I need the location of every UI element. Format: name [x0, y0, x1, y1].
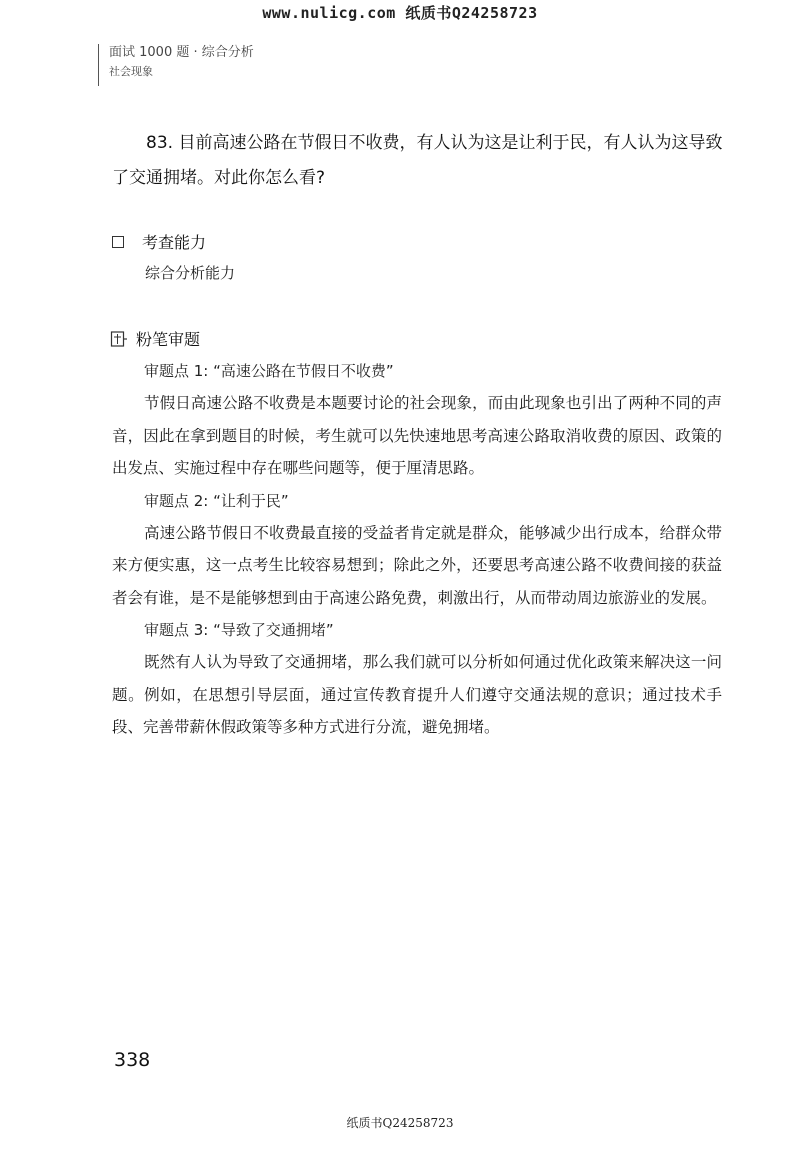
ability-heading — [112, 230, 206, 253]
analysis-heading — [110, 327, 200, 350]
square-bullet-icon — [112, 236, 124, 248]
analysis-point-label: 审题点 2: “让利于民” — [144, 491, 289, 510]
chapter-title: 社会现象 — [109, 65, 153, 78]
running-head — [98, 44, 254, 86]
bottom-watermark: 纸质书Q24258723 — [346, 1116, 454, 1130]
analysis-body — [112, 355, 722, 744]
analysis-point-label: 审题点 1: “高速公路在节假日不收费” — [144, 362, 394, 380]
ability-content: 综合分析能力 — [145, 264, 236, 282]
analysis-point-label: 审题点 3: “导致了交通拥堵” — [144, 621, 334, 639]
analysis-paragraph: 高速公路节假日不收费最直接的受益者肯定就是群众，能够减少出行成本，给群众带来方便实惠，这一点考生比较容易想到；除此之外，还要思考高速公路不收费间接的获益者会有谁，是不是能够想到由于高速公路免费，刺激出行，从而带动周边旅游业的发展。 — [112, 523, 722, 607]
analysis-paragraph: 节假日高速公路不收费是本题要讨论的社会现象，而由此现象也引出了两种不同的声音，因此在拿到题目的时候，考生就可以先快速地思考高速公路取消收费的原因、政策的出发点、实施过程中存在哪些问题等，便于厘清思路。 — [112, 394, 722, 477]
page-number: 338 — [114, 1049, 151, 1071]
top-watermark: www.nulicg.com 纸质书Q24258723 — [262, 4, 538, 22]
pen-grid-icon — [110, 330, 128, 348]
book-title: 面试 1000 题 · 综合分析 — [109, 45, 254, 60]
ability-heading-label: 考查能力 — [142, 233, 207, 252]
analysis-heading-label: 粉笔审题 — [136, 330, 201, 349]
question-text: 83. 目前高速公路在节假日不收费，有人认为这是让利于民，有人认为这导致了交通拥堵。对此你怎么看? — [112, 133, 723, 188]
analysis-paragraph: 既然有人认为导致了交通拥堵，那么我们就可以分析如何通过优化政策来解决这一问题。例如，在思想引导层面，通过宣传教育提升人们遵守交通法规的意识；通过技术手段、完善带薪休假政策等多种方式进行分流，避免拥堵。 — [112, 653, 722, 736]
